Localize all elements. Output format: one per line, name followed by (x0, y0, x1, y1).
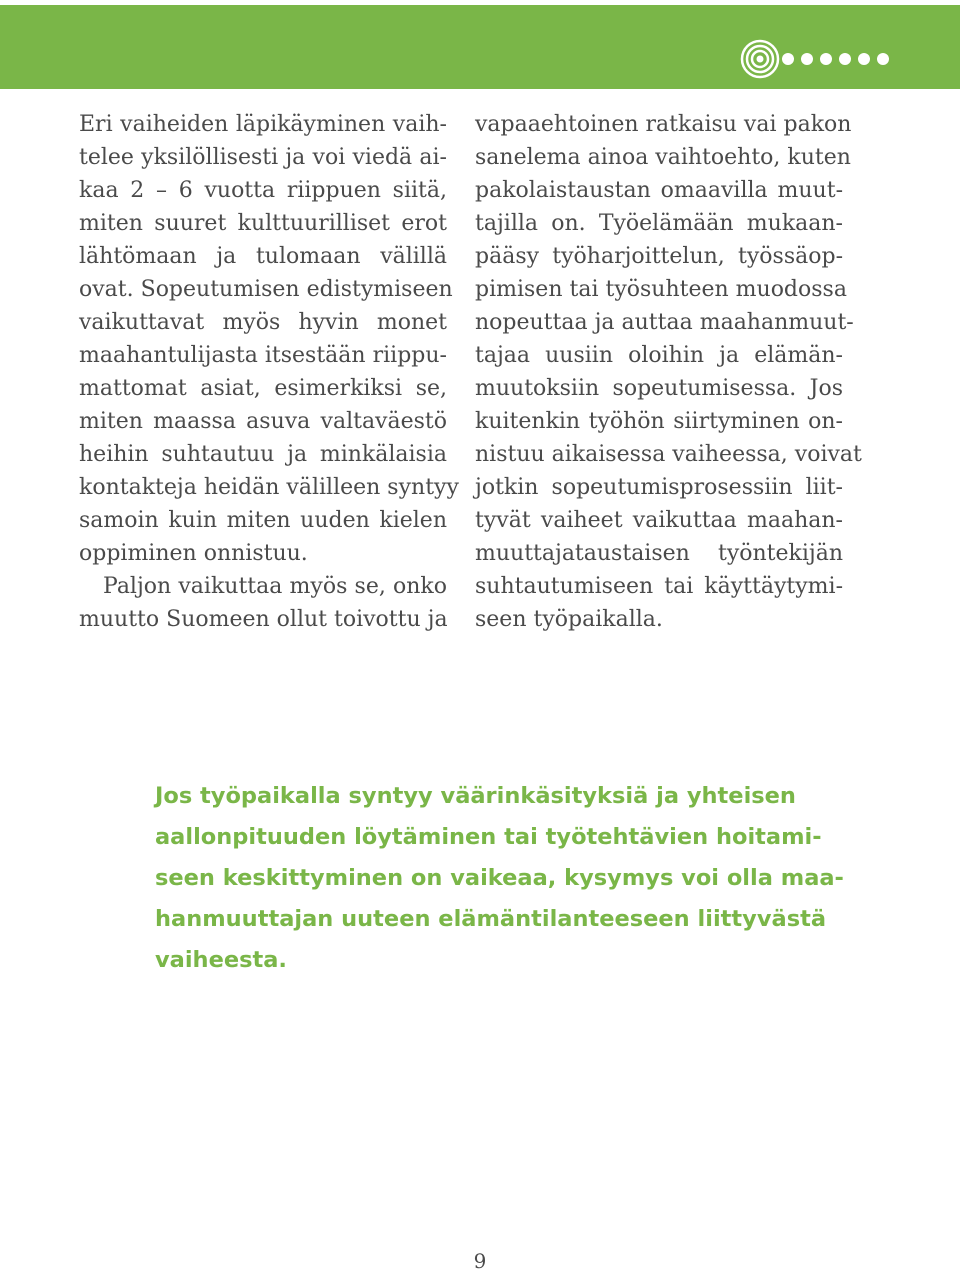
text-line: mattomat asiat, esimerkiksi se, (79, 376, 447, 401)
text-line: maahantulijasta itsestään riippu- (79, 343, 447, 368)
text-line: lähtömaan ja tulomaan välillä (79, 244, 447, 269)
text-line: suhtautumiseen tai käyttäytymi- (475, 574, 843, 599)
text-line: Paljon vaikuttaa myös se, onko (103, 574, 447, 599)
text-line: kuitenkin työhön siirtyminen on- (475, 409, 843, 434)
text-line: tajaa uusiin oloihin ja elämän- (475, 343, 843, 368)
highlight-quote (155, 776, 844, 981)
quote-line: vaiheesta. (155, 947, 287, 973)
text-line: seen työpaikalla. (475, 607, 663, 632)
text-line: pääsy työharjoittelun, työssäop- (475, 244, 843, 269)
text-line: muutto Suomeen ollut toivottu ja (79, 607, 448, 632)
text-line: Eri vaiheiden läpikäyminen vaih- (79, 112, 447, 137)
right-text-column (475, 108, 862, 636)
text-line: vapaaehtoinen ratkaisu vai pakon (475, 112, 852, 137)
text-line: ovat. Sopeutumisen edistymiseen (79, 277, 453, 302)
quote-line: seen keskittyminen on vaikeaa, kysymys voi olla maa- (155, 865, 844, 891)
concentric-circles-dots-logo (740, 39, 896, 79)
text-line: kontakteja heidän välilleen syntyy (79, 475, 459, 500)
text-line: miten maassa asuva valtaväestö (79, 409, 447, 434)
text-line: tyvät vaiheet vaikuttaa maahan- (475, 508, 843, 533)
text-line: samoin kuin miten uuden kielen (79, 508, 447, 533)
left-paragraph-1 (79, 108, 459, 570)
quote-line: aallonpituuden löytäminen tai työtehtävien hoitami- (155, 824, 822, 850)
text-line: jotkin sopeutumisprosessiin liit- (475, 475, 843, 500)
left-text-column (79, 108, 459, 636)
text-line: oppiminen onnistuu. (79, 541, 308, 566)
text-line: vaikuttavat myös hyvin monet (79, 310, 447, 335)
text-line: telee yksilöllisesti ja voi viedä ai- (79, 145, 447, 170)
quote-line: Jos työpaikalla syntyy väärinkäsityksiä ja yhteisen (155, 783, 796, 809)
text-line: pakolaistaustan omaavilla muut- (475, 178, 843, 203)
header-bar (0, 5, 960, 89)
page-number: 9 (473, 1249, 487, 1273)
text-line: muuttajataustaisen työntekijän (475, 541, 843, 566)
text-line: heihin suhtautuu ja minkälaisia (79, 442, 447, 467)
text-line: muutoksiin sopeutumisessa. Jos (475, 376, 843, 401)
quote-line: hanmuuttajan uuteen elämäntilanteeseen liittyvästä (155, 906, 827, 932)
text-line: nopeuttaa ja auttaa maahanmuut- (475, 310, 854, 335)
text-line: pimisen tai työsuhteen muodossa (475, 277, 847, 302)
text-line: kaa 2 – 6 vuotta riippuen siitä, (79, 178, 447, 203)
right-paragraph (475, 108, 862, 636)
text-line: sanelema ainoa vaihtoehto, kuten (475, 145, 851, 170)
text-line: tajilla on. Työelämään mukaan- (475, 211, 843, 236)
text-line: nistuu aikaisessa vaiheessa, voivat (475, 442, 862, 467)
left-paragraph-2 (79, 570, 447, 636)
text-line: miten suuret kulttuurilliset erot (79, 211, 447, 236)
